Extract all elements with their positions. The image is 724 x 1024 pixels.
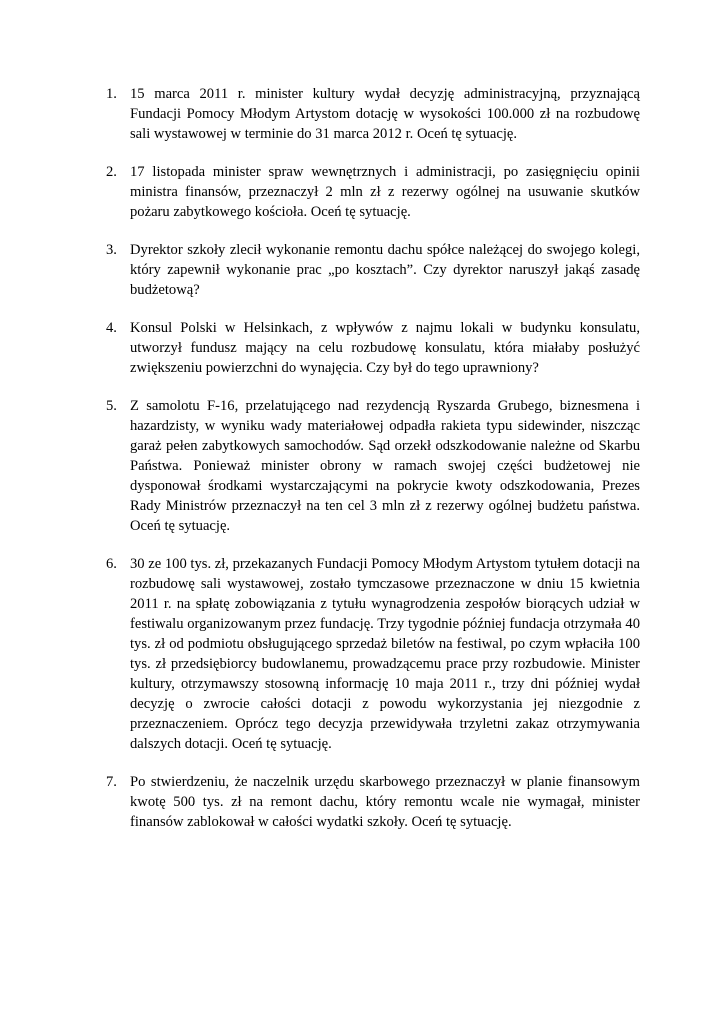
item-number: 4. — [106, 320, 117, 336]
item-text: Z samolotu F-16, przelatującego nad rezydencją Ryszarda Grubego, biznesmena i hazardzisty, w wyniku wady materiałowej odpadła rakieta typu sidewinder, niszcząc garaż pełen zabytkowych samochodów. Sąd orzekł odszkodowanie należne od Skarbu Państwa. Ponieważ minister obrony w ramach swojej części budżetowej nie dysponował środkami wystarczającymi na pokrycie kwoty odszkodowania, Prezes Rady Ministrów przeznaczył na ten cel 3 mln zł z rezerwy ogólnej budżetu państwa. Oceń tę sytuację. — [130, 398, 640, 534]
item-text: Po stwierdzeniu, że naczelnik urzędu skarbowego przeznaczył w planie finansowym kwotę 500 tys. zł na remont dachu, który remontu wcale nie wymagał, minister finansów zablokował w całości wydatki szkoły. Oceń tę sytuację. — [130, 774, 640, 830]
list-item — [106, 162, 640, 222]
item-number: 6. — [106, 556, 117, 572]
item-number: 7. — [106, 774, 117, 790]
list-item — [106, 84, 640, 144]
item-text: Dyrektor szkoły zlecił wykonanie remontu dachu spółce należącej do swojego kolegi, który zapewnił wykonanie prac „po kosztach”. Czy dyrektor naruszył jakąś zasadę budżetową? — [130, 242, 640, 298]
item-text: 17 listopada minister spraw wewnętrznych i administracji, po zasięgnięciu opinii ministra finansów, przeznaczył 2 mln zł z rezerwy ogólnej na usuwanie skutków pożaru zabytkowego kościoła. Oceń tę sytuację. — [130, 164, 640, 220]
list-item — [106, 772, 640, 832]
item-text: Konsul Polski w Helsinkach, z wpływów z najmu lokali w budynku konsulatu, utworzył fundusz mający na celu rozbudowę konsulatu, która miałaby posłużyć zwiększeniu powierzchni do wynajęcia. Czy był do tego uprawniony? — [130, 320, 640, 376]
question-list — [106, 84, 640, 850]
list-item — [106, 240, 640, 300]
item-text: 15 marca 2011 r. minister kultury wydał decyzję administracyjną, przyznającą Fundacji Pomocy Młodym Artystom dotację w wysokości 100.000 zł na rozbudowę sali wystawowej w terminie do 31 marca 2012 r. Oceń tę sytuację. — [130, 86, 640, 142]
list-item — [106, 554, 640, 754]
item-number: 3. — [106, 242, 117, 258]
item-number: 5. — [106, 398, 117, 414]
list-item — [106, 396, 640, 536]
item-number: 1. — [106, 86, 117, 102]
item-text: 30 ze 100 tys. zł, przekazanych Fundacji Pomocy Młodym Artystom tytułem dotacji na rozbudowę sali wystawowej, zostało tymczasowe przeznaczone w dniu 15 kwietnia 2011 r. na spłatę zobowiązania z tytułu wynagrodzenia zespołów biorących udział w festiwalu organizowanym przez fundację. Trzy tygodnie później fundacja otrzymała 40 tys. zł od podmiotu obsługującego sprzedaż biletów na festiwal, po czym wpłaciła 100 tys. zł przedsiębiorcy budowlanemu, prowadzącemu prace przy rozbudowie. Minister kultury, otrzymawszy stosowną informację 10 maja 2011 r., trzy dni później wydał decyzję o zwrocie całości dotacji z powodu wykorzystania jej niezgodnie z przeznaczeniem. Oprócz tego decyzja przewidywała trzyletni zakaz otrzymywania dalszych dotacji. Oceń tę sytuację. — [130, 556, 640, 752]
item-number: 2. — [106, 164, 117, 180]
list-item — [106, 318, 640, 378]
